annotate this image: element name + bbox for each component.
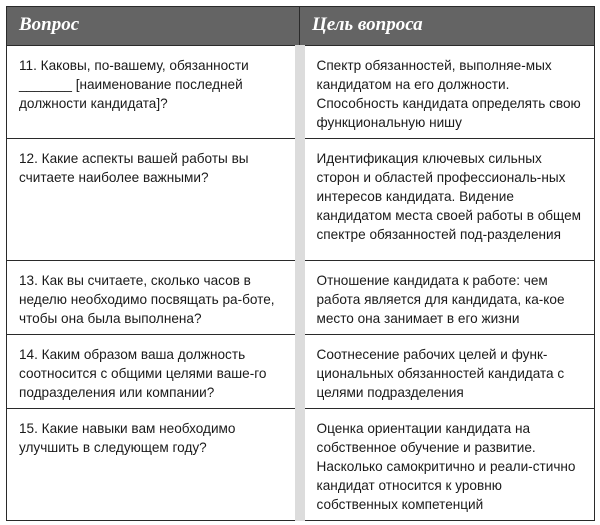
- questions-table: [6, 6, 595, 521]
- purpose-cell: Отношение кандидата к работе: чем работа является для кандидата, ка-кое место она занимает в его жизни: [300, 261, 595, 335]
- table-row: [7, 46, 595, 139]
- header-purpose: Цель вопроса: [300, 7, 595, 46]
- table-row: [7, 139, 595, 261]
- question-cell: 13. Как вы считаете, сколько часов в неделю необходимо посвящать ра-боте, чтобы она была выполнена?: [7, 261, 300, 335]
- table-row: [7, 335, 595, 409]
- question-cell: 14. Каким образом ваша должность соотносится с общими целями ваше-го подразделения или компании?: [7, 335, 300, 409]
- table-header-row: [7, 7, 595, 46]
- purpose-cell: Идентификация ключевых сильных сторон и областей профессиональ-ных интересов кандидата. Видение кандидатом места своей работы в общем спектре обязанностей под-разделения: [300, 139, 595, 261]
- question-cell: 15. Какие навыки вам необходимо улучшить в следующем году?: [7, 409, 300, 521]
- question-cell: 12. Какие аспекты вашей работы вы считаете наиболее важными?: [7, 139, 300, 261]
- table-row: [7, 409, 595, 521]
- purpose-cell: Соотнесение рабочих целей и функ-циональных обязанностей кандидата с целями подразделения: [300, 335, 595, 409]
- question-cell: 11. Каковы, по-вашему, обязанности _______ [наименование последней должности кандидата]?: [7, 46, 300, 139]
- table-row: [7, 261, 595, 335]
- purpose-cell: Оценка ориентации кандидата на собственное обучение и развитие. Насколько самокритично и реали-стично кандидат относится к уровню собственных компетенций: [300, 409, 595, 521]
- header-question: Вопрос: [7, 7, 300, 46]
- purpose-cell: Спектр обязанностей, выполняе-мых кандидатом на его должности. Способность кандидата определять свою функциональную нишу: [300, 46, 595, 139]
